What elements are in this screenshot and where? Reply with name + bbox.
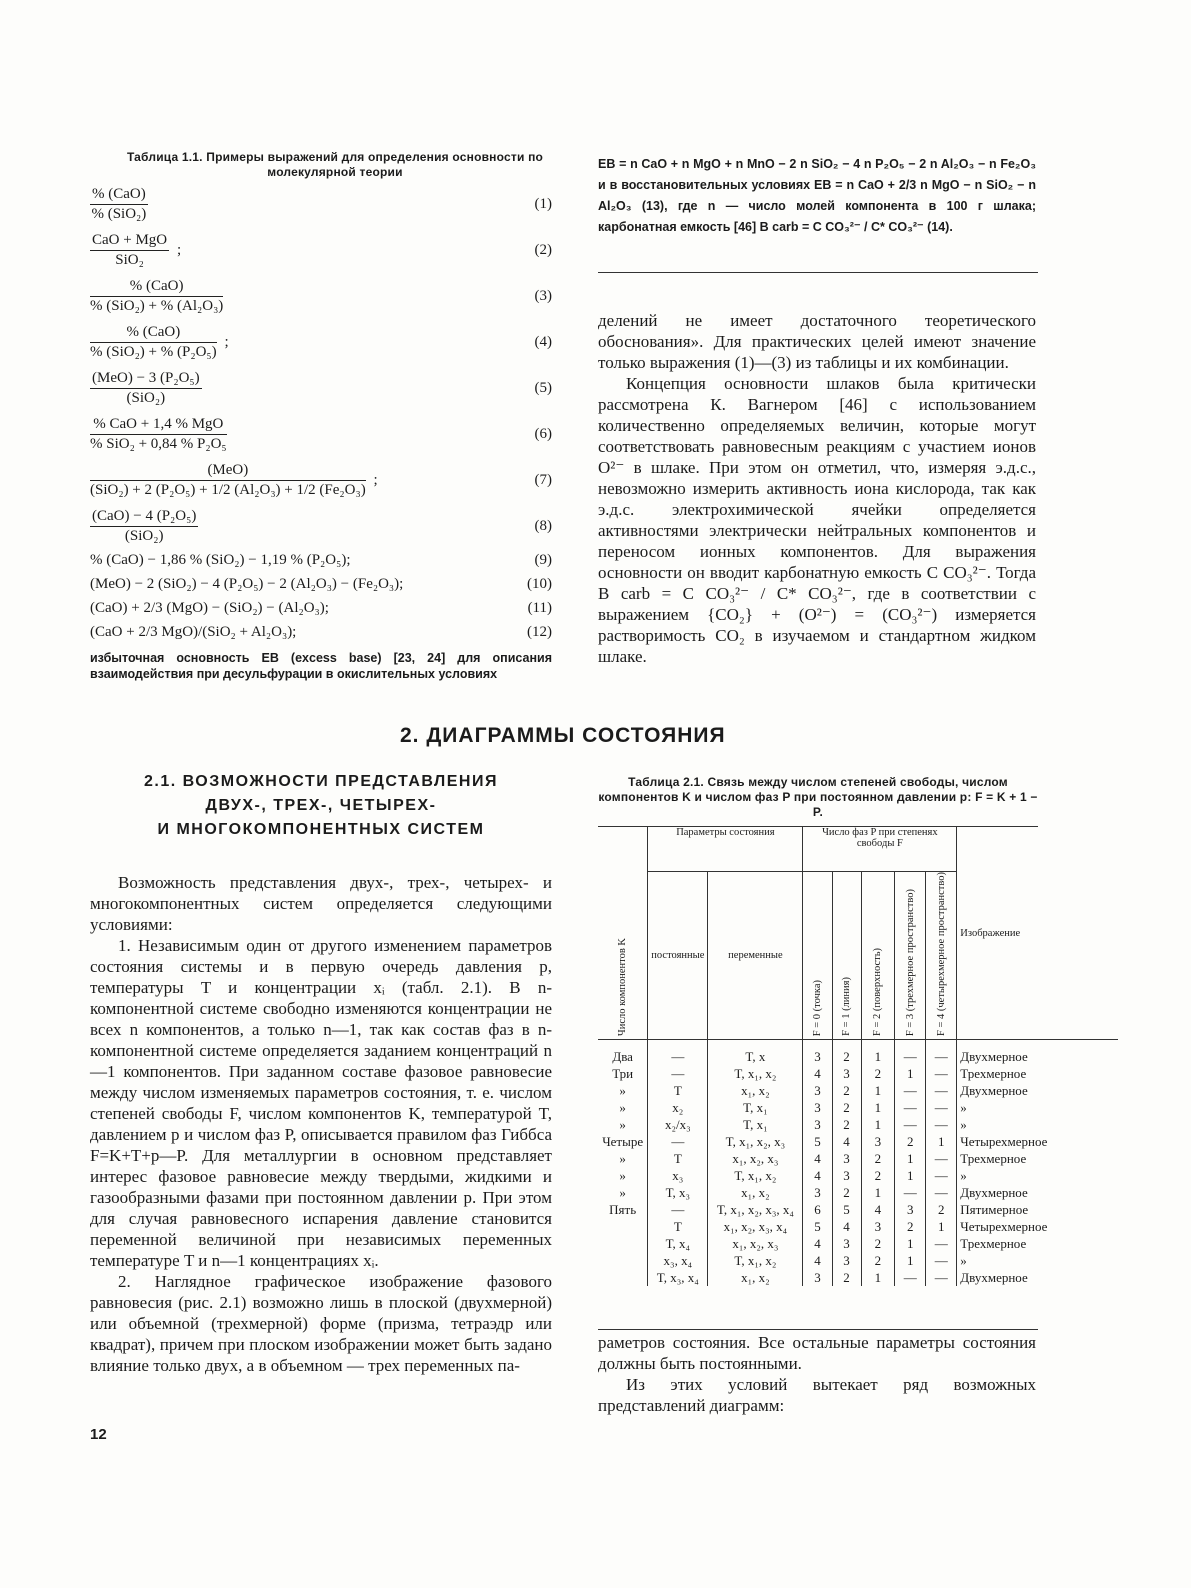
table-cell <box>598 1269 648 1286</box>
numerator: CaO + MgO <box>90 232 169 251</box>
numerator: % (CaO) <box>90 186 148 205</box>
table-cell: 2 <box>895 1218 926 1235</box>
table-cell: T, x₃, x₄ <box>648 1269 708 1286</box>
table-cell: T <box>648 1082 708 1099</box>
table-row <box>598 1133 1118 1150</box>
table-cell: » <box>619 1117 626 1132</box>
table-cell: Четыре <box>602 1134 644 1149</box>
fraction-tail: ; <box>373 472 378 488</box>
table-cell: 3 <box>861 1218 895 1235</box>
table-cell: 2 <box>861 1235 895 1252</box>
table-cell: — <box>926 1252 957 1269</box>
table-cell: » <box>619 1100 626 1115</box>
table-cell: — <box>648 1040 708 1066</box>
table-cell: T, x₁, x₂ <box>708 1167 803 1184</box>
table-row <box>598 1201 1118 1218</box>
fraction <box>90 232 182 269</box>
fraction-tail: ; <box>176 242 182 258</box>
formula-row <box>90 508 552 548</box>
table-cell: 3 <box>803 1184 832 1201</box>
table-cell <box>598 1235 648 1252</box>
table-cell: 3 <box>803 1040 832 1066</box>
table-cell: » <box>957 1252 1118 1269</box>
table-cell: — <box>926 1040 957 1066</box>
table-cell: » <box>619 1083 626 1098</box>
table-cell: T, x₃ <box>648 1184 708 1201</box>
formula-number: (4) <box>534 334 552 350</box>
table-cell: 2 <box>861 1150 895 1167</box>
numerator: (CaO) − 4 (P₂O₅) <box>90 508 198 527</box>
left-body <box>90 872 552 1376</box>
table-cell: 5 <box>832 1201 861 1218</box>
table-cell: 3 <box>832 1065 861 1082</box>
header-k: Число компонентов K <box>617 937 629 1036</box>
table-cell: 3 <box>803 1082 832 1099</box>
body-paragraph: Из этих условий вытекает ряд возможных представлений диаграмм: <box>598 1375 1036 1415</box>
table-cell: 2 <box>832 1082 861 1099</box>
table-cell: T, x₁, x₂ <box>708 1065 803 1082</box>
formula-text: (CaO + 2/3 MgO)/(SiO₂ + Al₂O₃); <box>90 624 297 640</box>
fraction-tail: ; <box>224 334 229 350</box>
table-cell: 3 <box>832 1167 861 1184</box>
table-row <box>598 1082 1118 1099</box>
table-cell: Пять <box>609 1202 637 1217</box>
table-cell: 1 <box>861 1040 895 1066</box>
table-cell: T, x₁, x₂ <box>708 1252 803 1269</box>
table-cell: 2 <box>861 1252 895 1269</box>
numerator: (MeO) <box>90 462 366 481</box>
table-row <box>598 1116 1118 1133</box>
table-cell: 2 <box>832 1116 861 1133</box>
table-cell: x₁, x₂, x₃ <box>708 1235 803 1252</box>
table-row <box>598 1150 1118 1167</box>
formula-number: (6) <box>534 426 552 442</box>
section-title <box>90 770 552 842</box>
table-cell: Два <box>612 1049 633 1064</box>
table-cell: 6 <box>803 1201 832 1218</box>
table-cell: 1 <box>926 1133 957 1150</box>
table-cell: T <box>648 1150 708 1167</box>
body-paragraph: Концепция основности шлаков была критически рассмотрена К. Вагнером [46] с использованием количественно определяемых величин, которые могут соответствовать равновесным реакциям с участием ионов O²⁻ в шлаке. При этом он отметил, что, измеряя э.д.с., невозможно измерить активность иона кислорода, так как э.д.с. электрохимической ячейки определяется активностями электрически нейтральных компонентов и переносом ионных компонентов. Для выражения основности он вводит карбонатную емкость C CO₃²⁻. Тогда B carb = C CO₃²⁻ / C* CO₃²⁻, где в соответствии с выражением {CO₂} + (O²⁻) = (CO₃²⁻) измеряется растворимость CO₂ в изучаемом и стандартном жидком шлаке. <box>598 374 1036 666</box>
table-cell: — <box>648 1201 708 1218</box>
table-cell: 3 <box>832 1150 861 1167</box>
formula-number: (8) <box>534 518 552 534</box>
formula-text: % (CaO) − 1,86 % (SiO₂) − 1,19 % (P₂O₅); <box>90 552 351 568</box>
right-bottom-body <box>598 1332 1036 1422</box>
table-cell: 1 <box>926 1218 957 1235</box>
table-cell: x₃, x₄ <box>648 1252 708 1269</box>
right-top-rule <box>598 272 1038 273</box>
table-cell: 2 <box>926 1201 957 1218</box>
table-cell: 1 <box>861 1099 895 1116</box>
section-title-line: ДВУХ-, ТРЕХ-, ЧЕТЫРЕХ- <box>205 797 437 814</box>
formula-number: (10) <box>527 576 552 592</box>
table-cell: 3 <box>803 1116 832 1133</box>
table-cell: T, x₄ <box>648 1235 708 1252</box>
table-cell: 1 <box>861 1116 895 1133</box>
table-cell: » <box>619 1151 626 1166</box>
table-cell: — <box>926 1235 957 1252</box>
table-cell: 2 <box>832 1269 861 1286</box>
table-cell: — <box>926 1065 957 1082</box>
table-cell: — <box>648 1133 708 1150</box>
table-cell: 3 <box>803 1099 832 1116</box>
header-image: Изображение <box>957 827 1118 1040</box>
table-cell: Трехмерное <box>957 1150 1118 1167</box>
body-paragraph: 2. Наглядное графическое изображение фазового равновесия (рис. 2.1) возможно лишь в плоской (двухмерной) или объемной (трехмерной) форме (призма, тетраэдр или квадрат), причем при плоском изображении может быть задано влияние только двух, а в объемном — трех переменных па- <box>90 1272 552 1375</box>
right-top-body <box>598 310 1036 690</box>
header-f2: F = 2 (поверхность) <box>872 948 884 1036</box>
table-cell: — <box>895 1269 926 1286</box>
table-row <box>598 1184 1118 1201</box>
table-row <box>598 1099 1118 1116</box>
table-cell: 2 <box>861 1167 895 1184</box>
table-cell: — <box>926 1099 957 1116</box>
table-cell: 1 <box>895 1065 926 1082</box>
table-cell: 4 <box>861 1201 895 1218</box>
table-cell: 2 <box>895 1133 926 1150</box>
table-cell: 4 <box>803 1150 832 1167</box>
denominator: % (SiO₂) + % (P₂O₅) <box>90 344 217 360</box>
table-cell: — <box>926 1082 957 1099</box>
body-paragraph: делений не имеет достаточного теоретического обоснования». Для практических целей имеют значение только выражения (1)—(3) из таблицы и их комбинации. <box>598 311 1036 372</box>
table-cell: T, x₁ <box>708 1099 803 1116</box>
table-cell: 1 <box>861 1082 895 1099</box>
table-row <box>598 1040 1118 1066</box>
formula-row <box>90 186 552 226</box>
table-cell: — <box>926 1184 957 1201</box>
table-row <box>598 1167 1118 1184</box>
header-f4: F = 4 (четырехмерное пространство) <box>935 872 947 1036</box>
denominator: (SiO₂) <box>124 528 164 544</box>
table-cell: 4 <box>803 1235 832 1252</box>
header-f3: F = 3 (трехмерное пространство) <box>904 888 916 1036</box>
denominator: % SiO₂ + 0,84 % P₂O₅ <box>90 436 227 452</box>
table-cell: » <box>619 1185 626 1200</box>
table-cell <box>598 1252 648 1269</box>
table-cell: 1 <box>895 1252 926 1269</box>
formula-number: (5) <box>534 380 552 396</box>
table-cell: — <box>895 1116 926 1133</box>
numerator: % (CaO) <box>90 278 223 297</box>
table-cell: 3 <box>832 1235 861 1252</box>
table-cell: Четырехмерное <box>957 1133 1118 1150</box>
table-cell: x₁, x₂ <box>708 1269 803 1286</box>
table-cell: x₁, x₂ <box>708 1184 803 1201</box>
table-cell: » <box>957 1099 1118 1116</box>
table-1-1-footnote: избыточная основность ЕВ (excess base) [23, 24] для описания взаимодействия при десульфурации в окислительных условиях <box>90 651 552 681</box>
table-cell: T, x <box>708 1040 803 1066</box>
formula-row <box>90 416 552 456</box>
table-cell: 1 <box>861 1269 895 1286</box>
fraction <box>90 324 229 361</box>
header-f0: F = 0 (точка) <box>811 979 823 1036</box>
table-cell: 5 <box>803 1133 832 1150</box>
table-cell: — <box>926 1269 957 1286</box>
denominator: (SiO₂) <box>126 390 166 406</box>
section-title-line: 2.1. ВОЗМОЖНОСТИ ПРЕДСТАВЛЕНИЯ <box>144 773 498 790</box>
table-2-1-caption: Таблица 2.1. Связь между числом степеней свободы, числом компонентов K и числом фаз P при постоянном давлении p: F = K + 1 − P. <box>598 775 1038 819</box>
table-cell: Двухмерное <box>957 1040 1118 1066</box>
formula-text: (CaO) + 2/3 (MgO) − (SiO₂) − (Al₂O₃); <box>90 600 329 616</box>
table-cell: 2 <box>832 1184 861 1201</box>
body-paragraph: 1. Независимым один от другого изменением параметров состояния системы и в первую очередь давления p, температуры T и концентрации xᵢ (табл. 2.1). В n-компонентной системе свободно изменяются концентрации не всех n компонентов, а только n—1, так как состав фаз в n-компонентной системе определяется заданием концентраций n—1 компонентов. При заданном составе фазовое равновесие между числом изменяемых параметров состояния, т. е. числом степеней свободы F, числом компонентов K, температурой T, давлением p и числом фаз P, описывается правилом фаз Гиббса F=K+T+p—P. Для металлургии в основном представляет интерес фазовое равновесие между твердыми, жидкими и газообразными фазами при постоянном давлении p. При этом для случая равновесного испарения давление становится переменной величиной при независимых переменных температуре T и n—1 концентрациях xᵢ. <box>90 936 552 1270</box>
table-cell: — <box>648 1065 708 1082</box>
formula-row <box>90 576 552 598</box>
table-row <box>598 1235 1118 1252</box>
right-top-formula-text: ЕВ = n CaO + n MgO + n MnO − 2 n SiO₂ − 4 n P₂O₅ − 2 n Al₂O₃ − n Fe₂O₃ и в восстановительных условиях ЕВ = n CaO + 2/3 n MgO − n SiO₂ − n Al₂O₃ (13), где n — число молей компонента в 100 г шлака; карбонатная емкость [46] B carb = C CO₃²⁻ / C* CO₃²⁻ (14). <box>598 157 1036 234</box>
table-cell: Двухмерное <box>957 1184 1118 1201</box>
fraction <box>90 416 227 453</box>
table-cell: Три <box>612 1066 634 1081</box>
fraction <box>90 278 223 315</box>
table-2-1 <box>598 826 1048 1330</box>
table-cell: 2 <box>832 1040 861 1066</box>
table-cell: 5 <box>803 1218 832 1235</box>
formula-row <box>90 324 552 364</box>
table-cell: Трехмерное <box>957 1065 1118 1082</box>
formula-number: (1) <box>534 196 552 212</box>
table-cell: 3 <box>832 1252 861 1269</box>
table-cell <box>598 1218 648 1235</box>
table-cell: — <box>895 1082 926 1099</box>
formula-number: (12) <box>527 624 552 640</box>
table-cell: T, x₁ <box>708 1116 803 1133</box>
chapter-title: 2. ДИАГРАММЫ СОСТОЯНИЯ <box>400 724 726 747</box>
table-cell: » <box>957 1116 1118 1133</box>
numerator: % (CaO) <box>90 324 217 343</box>
fraction <box>90 186 148 223</box>
table-cell: T, x₁, x₂, x₃ <box>708 1133 803 1150</box>
table-cell: T, x₁, x₂, x₃, x₄ <box>708 1201 803 1218</box>
header-params: Параметры состояния <box>648 827 803 872</box>
table-cell: 4 <box>832 1133 861 1150</box>
table-cell: — <box>926 1116 957 1133</box>
denominator: (SiO₂) + 2 (P₂O₅) + 1/2 (Al₂O₃) + 1/2 (Fe₂O₃) <box>90 482 366 498</box>
header-const: постоянные <box>648 872 708 1040</box>
table-cell: 4 <box>803 1167 832 1184</box>
table-cell: 4 <box>832 1218 861 1235</box>
table-cell: 2 <box>861 1065 895 1082</box>
page-number: 12 <box>90 1426 107 1443</box>
table-cell: Двухмерное <box>957 1269 1118 1286</box>
table-cell: — <box>926 1167 957 1184</box>
fraction <box>90 508 198 545</box>
formula-number: (3) <box>534 288 552 304</box>
table-cell: 2 <box>832 1099 861 1116</box>
table-cell: 3 <box>861 1133 895 1150</box>
table-cell: Пятимерное <box>957 1201 1118 1218</box>
table-cell: Четырехмерное <box>957 1218 1118 1235</box>
table-cell: T <box>648 1218 708 1235</box>
table-cell: 4 <box>803 1065 832 1082</box>
fraction <box>90 462 378 499</box>
formula-row <box>90 232 552 272</box>
formula-number: (9) <box>534 552 552 568</box>
table-cell: Двухмерное <box>957 1082 1118 1099</box>
table-cell: — <box>895 1040 926 1066</box>
formula-row <box>90 552 552 574</box>
numerator: % CaO + 1,4 % MgO <box>90 416 227 435</box>
formula-number: (7) <box>534 472 552 488</box>
section-title-line: И МНОГОКОМПОНЕНТНЫХ СИСТЕМ <box>157 821 485 838</box>
table-row <box>598 1252 1118 1269</box>
header-f1: F = 1 (линия) <box>841 977 853 1036</box>
table-1-1-caption: Таблица 1.1. Примеры выражений для определения основности по молекулярной теории <box>126 150 544 179</box>
table-cell: — <box>926 1150 957 1167</box>
denominator: % (SiO₂) <box>91 206 147 222</box>
formula-row <box>90 370 552 410</box>
table-row <box>598 1269 1118 1286</box>
denominator: % (SiO₂) + % (Al₂O₃) <box>90 298 224 314</box>
denominator: SiO₂ <box>115 252 144 268</box>
table-cell: 1 <box>895 1150 926 1167</box>
table-cell: — <box>895 1099 926 1116</box>
formula-row <box>90 462 552 502</box>
table-cell: 4 <box>803 1252 832 1269</box>
table-cell: x₁, x₂ <box>708 1082 803 1099</box>
table-cell: x₂ <box>648 1099 708 1116</box>
formula-row <box>90 600 552 622</box>
table-cell: 3 <box>803 1269 832 1286</box>
formula-number: (2) <box>534 242 552 258</box>
table-cell: x₁, x₂, x₃, x₄ <box>708 1218 803 1235</box>
numerator: (MeO) − 3 (P₂O₅) <box>90 370 202 389</box>
header-var: переменные <box>708 872 803 1040</box>
formula-text: (MeO) − 2 (SiO₂) − 4 (P₂O₅) − 2 (Al₂O₃) − (Fe₂O₃); <box>90 576 404 592</box>
table-cell: 1 <box>895 1167 926 1184</box>
table-cell: 1 <box>895 1235 926 1252</box>
formula-row <box>90 278 552 318</box>
table-cell: » <box>957 1167 1118 1184</box>
fraction <box>90 370 202 407</box>
table-cell: x₃ <box>648 1167 708 1184</box>
table-cell: 3 <box>895 1201 926 1218</box>
table-cell: 1 <box>861 1184 895 1201</box>
table-cell: — <box>895 1184 926 1201</box>
table-row <box>598 1065 1118 1082</box>
table-cell: Трехмерное <box>957 1235 1118 1252</box>
formula-number: (11) <box>527 600 552 616</box>
table-cell: » <box>619 1168 626 1183</box>
body-paragraph: раметров состояния. Все остальные параметры состояния должны быть постоянными. <box>598 1333 1036 1373</box>
body-paragraph: Возможность представления двух-, трех-, четырех- и многокомпонентных систем определяется следующими условиями: <box>90 873 552 934</box>
header-phases: Число фаз P при степенях свободы F <box>803 827 957 872</box>
table-row <box>598 1218 1118 1235</box>
formula-row <box>90 624 552 646</box>
table-cell: x₂/x₃ <box>648 1116 708 1133</box>
table-cell: x₁, x₂, x₃ <box>708 1150 803 1167</box>
